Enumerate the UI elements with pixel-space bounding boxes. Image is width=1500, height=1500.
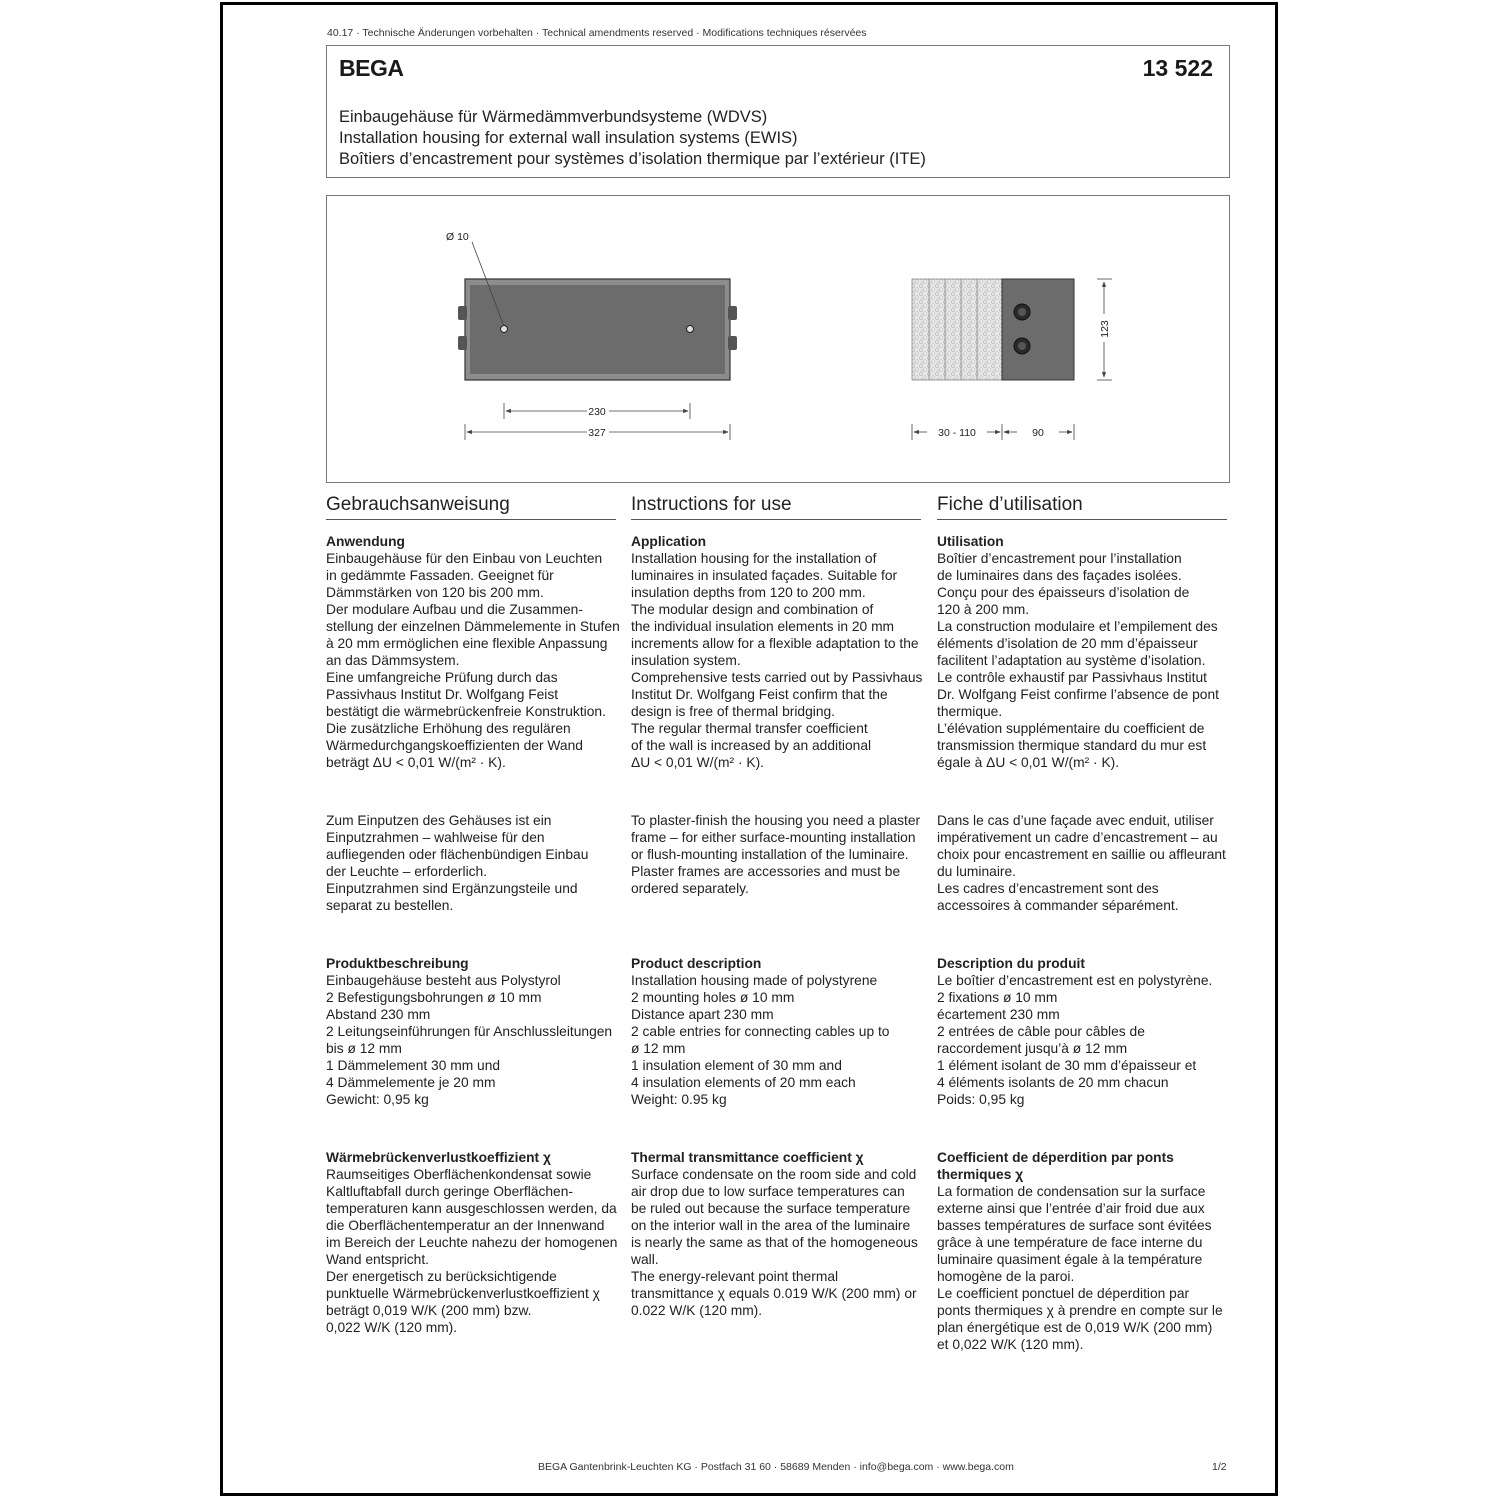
column-en [631, 493, 923, 1318]
product-titles [339, 107, 926, 170]
footer-address: BEGA Gantenbrink-Leuchten KG · Postfach 31 60 · 58689 Menden · info@bega.com · www.bega.com [538, 1461, 1014, 1473]
title-fr: Boîtiers d’encastrement pour systèmes d’isolation thermique par l’extérieur (ITE) [339, 150, 926, 168]
section-text: Einbaugehäuse besteht aus Polystyrol 2 Befestigungsbohrungen ø 10 mm Abstand 230 mm 2 Leitungseinführungen für Anschlussleitungen bis ø 12 mm 1 Dämmelement 30 mm und 4 Dämmelemente je 20 mm Gewicht: 0,95 kg [326, 973, 613, 1107]
section-title: Anwendung [326, 534, 405, 549]
housing-body [1002, 279, 1074, 380]
section-title: Utilisation [937, 534, 1004, 549]
dim-327-label: 327 [588, 427, 606, 439]
insulation-elements [912, 279, 1002, 380]
side-lug-left-bottom [458, 336, 467, 350]
title-en: Installation housing for external wall insulation systems (EWIS) [339, 129, 798, 147]
section-title: Wärmebrückenverlustkoeffizient χ [326, 1150, 551, 1165]
application-fr [937, 533, 1237, 771]
article-number: 13 522 [1142, 55, 1213, 81]
front-view [458, 242, 737, 380]
column-heading-de: Gebrauchsanweisung [326, 493, 616, 520]
dim-230-label: 230 [588, 406, 606, 418]
header-box [326, 45, 1230, 178]
section-text: Installation housing made of polystyrene 2 mounting holes ø 10 mm Distance apart 230 mm 2 cable entries for connecting cables up to ø 12 mm 1 insulation element of 30 mm and 4 insulation elements of 20 mm each Weight: 0.95 kg [631, 973, 890, 1107]
side-lug-right-bottom [728, 336, 737, 350]
brand-logo: BEGA [339, 55, 404, 81]
thermal-en [631, 1149, 931, 1319]
section-title: Thermal transmittance coefficient χ [631, 1150, 864, 1165]
mounting-hole-right [687, 326, 694, 333]
application-en [631, 533, 931, 771]
plaster-fr [937, 812, 1237, 914]
section-text: La formation de condensation sur la surface externe ainsi que l’entrée d’air froid due aux basses températures de surface sont évitées grâce à une température de face interne du luminaire quasiment égale à la température homogène de la paroi. Le coefficient ponctuel de déperdition par ponts thermiques χ à prendre en compte sur le plan énergétique est de 0,019 W/K (200 mm) et 0,022 W/K (120 mm). [937, 1184, 1223, 1352]
column-de [326, 493, 620, 1335]
section-title: Application [631, 534, 707, 549]
section-text: To plaster-finish the housing you need a plaster frame – for either surface-mounting installation or flush-mounting installation of the luminaire. Plaster frames are accessories and must be ordered separately. [631, 813, 921, 896]
section-title: Produktbeschreibung [326, 956, 469, 971]
dim-insulation-label: 30 - 110 [938, 427, 976, 439]
column-fr [937, 493, 1227, 1352]
column-heading-fr: Fiche d’utilisation [937, 493, 1227, 520]
revision-note: 40.17 · Technische Änderungen vorbehalten · Technical amendments reserved · Modifications techniques réservées [327, 27, 867, 39]
mounting-hole-left [501, 326, 508, 333]
section-title: Product description [631, 956, 762, 971]
product-en [631, 955, 931, 1108]
thermal-de [326, 1149, 626, 1336]
side-view [912, 279, 1074, 380]
section-text: Dans le cas d’une façade avec enduit, utiliser impérativement un cadre d’encastrement – au choix pour encastrement en saillie ou affleurant du luminaire. Les cadres d’encastrement sont des accessoires à commander séparément. [937, 813, 1226, 913]
product-fr [937, 955, 1237, 1108]
product-de [326, 955, 626, 1108]
technical-drawing [326, 195, 1230, 483]
dim-height-label: 123 [1099, 320, 1111, 338]
section-text: Boîtier d’encastrement pour l’installation de luminaires dans des façades isolées. Conçu pour des épaisseurs d’isolation de 120 à 200 mm. La construction modulaire et l’empilement des éléments d’isolation de 20 mm d’épaisseur facilitent l’adaptation au système d’isolation. Le contrôle exhaustif par Passivhaus Institut Dr. Wolfgang Feist confirme l’absence de pont thermique. L’élévation supplémentaire du coefficient de transmission thermique standard du mur est égale à ΔU < 0,01 W/(m² · K). [937, 551, 1219, 770]
hole-diameter-label: Ø 10 [446, 231, 469, 243]
page-number: 1/2 [1212, 1461, 1227, 1473]
section-text: Le boîtier d’encastrement est en polystyrène. 2 fixations ø 10 mm écartement 230 mm 2 entrées de câble pour câbles de raccordement jusqu’à ø 12 mm 1 élément isolant de 30 mm d’épaisseur et 4 éléments isolants de 20 mm chacun Poids: 0,95 kg [937, 973, 1213, 1107]
side-lug-left-top [458, 306, 467, 320]
section-text: Surface condensate on the room side and cold air drop due to low surface temperatures can be ruled out because the surface temperature on the interior wall in the area of the luminaire is nearly the same as that of the homogeneous wall. The energy-relevant point thermal transmittance χ equals 0.019 W/K (200 mm) or 0.022 W/K (120 mm). [631, 1167, 918, 1318]
section-text: Installation housing for the installation of luminaires in insulated façades. Suitable for insulation depths from 120 to 200 mm. The modular design and combination of the individual insulation elements in 20 mm increments allow for a flexible adaptation to the insulation system. Comprehensive tests carried out by Passivhaus Institut Dr. Wolfgang Feist confirm that the design is free of thermal bridging. The regular thermal transfer coefficient of the wall is increased by an additional ΔU < 0,01 W/(m² · K). [631, 551, 923, 770]
thermal-fr [937, 1149, 1237, 1353]
title-de: Einbaugehäuse für Wärmedämmverbundsysteme (WDVS) [339, 108, 768, 126]
application-de [326, 533, 626, 771]
section-title: Description du produit [937, 956, 1085, 971]
section-text: Raumseitiges Oberflächenkondensat sowie Kaltluftabfall durch geringe Oberflächen- temperaturen kann ausgeschlossen werden, da die Oberflächentemperatur an der Innenwand im Bereich der Leuchte nahezu der homogenen Wand entspricht. Der energetisch zu berücksichtigende punktuelle Wärmebrückenverlustkoeffizient χ beträgt 0,019 W/K (200 mm) bzw. 0,022 W/K (120 mm). [326, 1167, 618, 1335]
section-title: Coefficient de déperdition par ponts thermiques χ [937, 1150, 1174, 1182]
drawing-svg [327, 196, 1231, 484]
plaster-de [326, 812, 626, 914]
side-lug-right-top [728, 306, 737, 320]
plaster-en [631, 812, 931, 897]
dim-depth-label: 90 [1032, 427, 1044, 439]
section-text: Einbaugehäuse für den Einbau von Leuchten in gedämmte Fassaden. Geeignet für Dämmstärken von 120 bis 200 mm. Der modulare Aufbau und die Zusammen- stellung der einzelnen Dämmelemente in Stufen à 20 mm ermöglichen eine flexible Anpassung an das Dämmsystem. Eine umfangreiche Prüfung durch das Passivhaus Institut Dr. Wolfgang Feist bestätigt die wärmebrückenfreie Konstruktion. Die zusätzliche Erhöhung des regulären Wärmedurchgangskoeffizienten der Wand beträgt ΔU < 0,01 W/(m² · K). [326, 551, 620, 770]
column-heading-en: Instructions for use [631, 493, 921, 520]
section-text: Zum Einputzen des Gehäuses ist ein Einputzrahmen – wahlweise für den aufliegenden oder flächenbündigen Einbau der Leuchte – erforderlich. Einputzrahmen sind Ergänzungsteile und separat zu bestellen. [326, 813, 589, 913]
